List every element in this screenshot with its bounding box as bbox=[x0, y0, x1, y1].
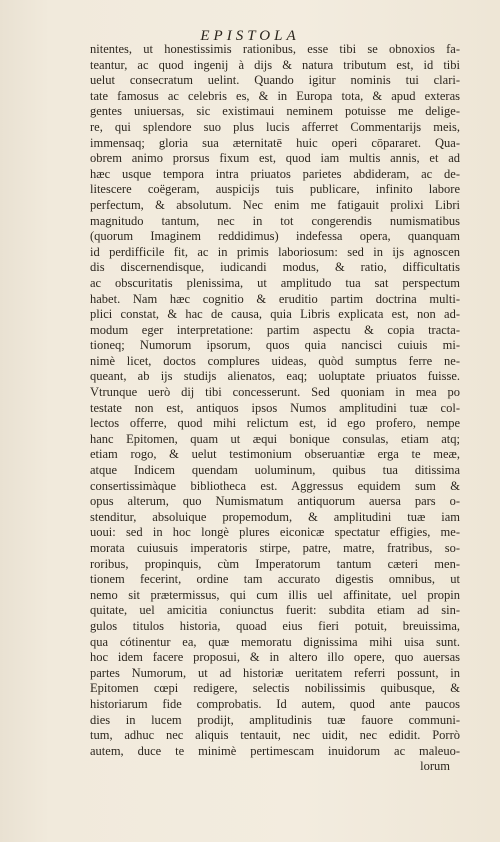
text-line: lectos offerre, quod mihi relictum est, id ego profero, nempe bbox=[90, 416, 460, 431]
text-line: opus alterum, quo Numismatum antiquorum auersa pars o- bbox=[90, 494, 460, 509]
text-line: (quorum Imaginem reddidimus) indefessa opera, quanquam bbox=[90, 229, 460, 244]
text-line: qua cótinentur ea, quæ memoratu dignissima mihi uisa sunt. bbox=[90, 634, 460, 649]
text-line: quitate, uel amicitia coniunctus fuerit: subdita etiam ad sin- bbox=[90, 603, 460, 618]
text-line: nitentes, ut honestissimis rationibus, esse tibi se obnoxios fa- bbox=[90, 42, 460, 56]
text-line: nimè licet, doctos complures uideas, quòd sumptus ferre ne- bbox=[90, 353, 460, 368]
text-line: partes Numorum, ut ad historiæ ueritatem referri possunt, in bbox=[90, 665, 460, 680]
text-line: uoui: sed in hoc longè plures eiconicæ spectatur effigies, me- bbox=[90, 525, 460, 540]
text-line: id perdifficile fit, ac in primis laboriosum: sed in ijs agnoscen bbox=[90, 244, 460, 259]
text-line: uelut consecratum uelint. Quando igitur nominis tui clari- bbox=[90, 73, 460, 88]
text-line: tum, adhuc nec aliquis tentauit, nec uidit, nec edidit. Porrò bbox=[90, 728, 460, 743]
text-line: autem, duce te minimè pertimescam inuidorum ac maleuo- bbox=[90, 743, 460, 758]
text-line: tioneq; Numorum ipsorum, quos quia nancisci cuiuis mi- bbox=[90, 338, 460, 353]
text-line: perfectum, & absolutum. Nec enim me fatigauit prolixi Libri bbox=[90, 197, 460, 212]
text-line: dis discernendisque, iudicandi modus, & ratio, difficultatis bbox=[90, 260, 460, 275]
text-line: dies in lucem prodijt, amplitudinis tuæ fauore communi- bbox=[90, 712, 460, 727]
text-line: immensaq; gloria sua æternitatē huic operi cōpararet. Qua- bbox=[90, 135, 460, 150]
text-line: nemo sit prætermissus, qui cum illis uel affinitate, uel propin bbox=[90, 587, 460, 602]
text-line: roribus, propinquis, cùm Imperatorum tantum cæteri men- bbox=[90, 556, 460, 571]
text-line: etiam rogo, & uelut testimonium obseruantiæ erga te meæ, bbox=[90, 447, 460, 462]
text-line: obrem animo prorsus fixum est, quod iam multis annis, et ad bbox=[90, 151, 460, 166]
text-line: stenditur, absoluique propemodum, & amplitudini tuæ iam bbox=[90, 509, 460, 524]
text-line: Epitomen cœpi redigere, selectis nobilissimis quibusque, & bbox=[90, 681, 460, 696]
text-line: tionem fecerint, ordine tam accurato digestis omnibus, ut bbox=[90, 572, 460, 587]
text-line: magnitudo tantum, nec in tot congerendis numismatibus bbox=[90, 213, 460, 228]
letter-body bbox=[90, 42, 460, 775]
running-title: EPISTOLA bbox=[200, 28, 300, 44]
catchword: lorum bbox=[420, 759, 450, 774]
text-line: atque Indicem quendam uoluminum, quibus tua ditissima bbox=[90, 463, 460, 478]
text-line: hoc idem facere proposui, & in altero illo opere, quo auersas bbox=[90, 650, 460, 665]
text-line: ac obscuritatis plenissima, ut amplitudo tua sat perspectum bbox=[90, 275, 460, 290]
text-line: gulos titulos historia, quoad eius fieri potuit, breuissima, bbox=[90, 618, 460, 633]
text-line: Vtrunque uerò dij tibi concesserunt. Sed quoniam in mea po bbox=[90, 385, 460, 400]
text-line: morata cuiusuis imperatoris stirpe, patre, matre, fratribus, so- bbox=[90, 541, 460, 555]
text-line: historiarum fide comprobatis. Id autem, quod ante paucos bbox=[90, 696, 460, 711]
text-line: gentes uniuersas, sic existimaui neminem potuisse me delige- bbox=[90, 104, 460, 119]
text-line: hæc usque tempora intra priuatos parietes abdideram, ac de- bbox=[90, 166, 460, 181]
text-line: hanc Epitomen, quam ut æqui bonique consulas, etiam atq; bbox=[90, 431, 460, 446]
text-line: litescere coëgeram, auspicijs tuis publicare, infinito labore bbox=[90, 182, 460, 197]
text-line: modum eger interpretatione: partim aspectu & copia tracta- bbox=[90, 322, 460, 337]
text-line: testate non est, antiquos ipsos Numos amplitudini tuæ col- bbox=[90, 400, 460, 415]
text-line: habet. Nam hæc cognitio & eruditio partim doctrina multi- bbox=[90, 291, 460, 306]
text-line: queant, ab ijs studijs alienatos, eaq; uoluptate priuatos fuisse. bbox=[90, 369, 460, 384]
text-line: tate famosus ac celebris es, & in Europa tota, & apud exteras bbox=[90, 88, 460, 103]
text-line: re, qui splendore suo plus lucis afferret Commentarijs meis, bbox=[90, 119, 460, 134]
text-line: consertissimàque bibliotheca est. Aggressus equidem sum & bbox=[90, 478, 460, 493]
text-line: plici constat, & hac de causa, quia Libris explicata est, non ad- bbox=[90, 307, 460, 322]
text-line: teantur, ac quod ingenij à dijs & natura tributum est, id tibi bbox=[90, 57, 460, 72]
